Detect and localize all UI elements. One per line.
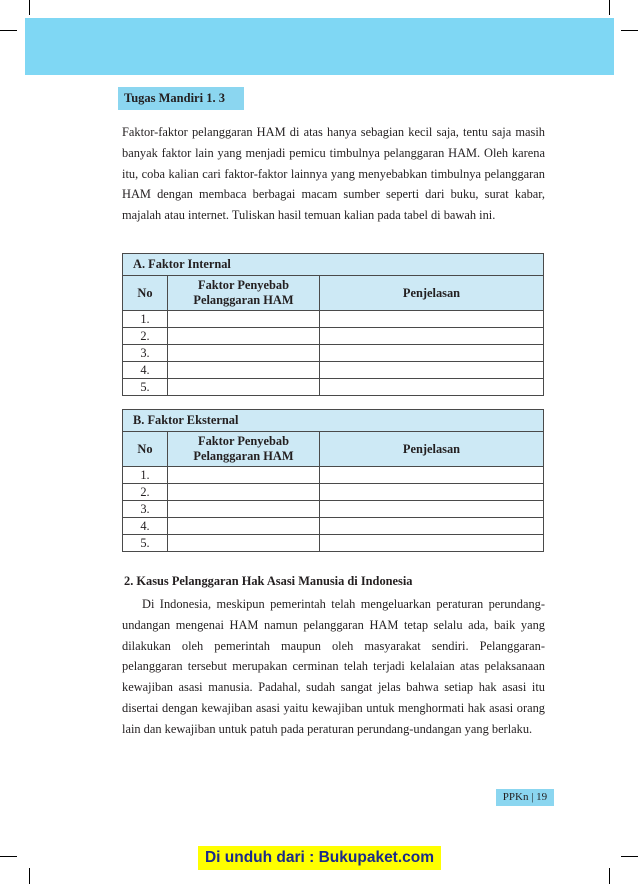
factor-cell[interactable] <box>168 501 320 518</box>
crop-mark <box>609 868 610 884</box>
factor-cell[interactable] <box>168 518 320 535</box>
table-row <box>123 535 544 552</box>
crop-mark <box>0 30 17 31</box>
explanation-cell[interactable] <box>320 311 544 328</box>
column-header-factor: Faktor Penyebab Pelanggaran HAM <box>168 276 320 311</box>
section-paragraph: Di Indonesia, meskipun pemerintah telah mengeluarkan peraturan perundang-undangan mengenai HAM namun pelanggaran HAM tetap selalu ada, baik yang dilakukan oleh pemerintah maupun oleh masyarakat sendiri. Pelanggaran-pelanggaran tersebut merupakan cerminan telah terjadi kelalaian atas pelaksanaan kewajiban asasi manusia. Padahal, sudah sangat jelas bahwa setiap hak asasi itu disertai dengan kewajiban asasi yaitu kewajiban untuk menghormati hak asasi orang lain dan kewajiban untuk patuh pada peraturan perundang-undangan yang berlaku. <box>122 597 545 736</box>
column-header-no: No <box>123 432 168 467</box>
factor-cell[interactable] <box>168 362 320 379</box>
section-heading: 2. Kasus Pelanggaran Hak Asasi Manusia di Indonesia <box>124 574 413 588</box>
external-factors-table <box>122 409 544 552</box>
row-number: 5. <box>123 379 168 396</box>
row-number: 3. <box>123 501 168 518</box>
row-number: 4. <box>123 362 168 379</box>
column-header-explanation: Penjelasan <box>320 276 544 311</box>
crop-mark <box>29 0 30 15</box>
crop-mark <box>0 856 17 857</box>
row-number: 2. <box>123 484 168 501</box>
table-row <box>123 467 544 484</box>
table-row <box>123 501 544 518</box>
table-row <box>123 328 544 345</box>
crop-mark <box>621 30 638 31</box>
explanation-cell[interactable] <box>320 518 544 535</box>
intro-paragraph: Faktor-faktor pelanggaran HAM di atas hanya sebagian kecil saja, tentu saja masih banyak faktor lain yang menjadi pemicu timbulnya pelanggaran HAM. Oleh karena itu, coba kalian cari faktor-faktor lainnya yang menyebabkan timbulnya pelanggaran HAM dengan membaca berbagai macam sumber seperti dari buku, surat kabar, majalah atau internet. Tuliskan hasil temuan kalian pada tabel di bawah ini. <box>122 125 545 223</box>
table-row <box>123 484 544 501</box>
factor-cell[interactable] <box>168 467 320 484</box>
factor-cell[interactable] <box>168 535 320 552</box>
table-section-title: A. Faktor Internal <box>123 254 544 276</box>
column-header-explanation: Penjelasan <box>320 432 544 467</box>
table-row <box>123 345 544 362</box>
explanation-cell[interactable] <box>320 379 544 396</box>
row-number: 1. <box>123 467 168 484</box>
explanation-cell[interactable] <box>320 535 544 552</box>
explanation-cell[interactable] <box>320 345 544 362</box>
explanation-cell[interactable] <box>320 467 544 484</box>
row-number: 4. <box>123 518 168 535</box>
table-section-title: B. Faktor Eksternal <box>123 410 544 432</box>
factor-cell[interactable] <box>168 379 320 396</box>
factor-cell[interactable] <box>168 311 320 328</box>
header-band <box>25 18 614 75</box>
crop-mark <box>29 868 30 884</box>
table-row <box>123 362 544 379</box>
factor-cell[interactable] <box>168 484 320 501</box>
column-header-no: No <box>123 276 168 311</box>
explanation-cell[interactable] <box>320 501 544 518</box>
table-row <box>123 379 544 396</box>
row-number: 5. <box>123 535 168 552</box>
column-header-factor: Faktor Penyebab Pelanggaran HAM <box>168 432 320 467</box>
explanation-cell[interactable] <box>320 328 544 345</box>
task-label: Tugas Mandiri 1. 3 <box>118 87 244 110</box>
factor-cell[interactable] <box>168 328 320 345</box>
page-number-badge: PPKn | 19 <box>496 789 554 806</box>
crop-mark <box>609 0 610 15</box>
explanation-cell[interactable] <box>320 362 544 379</box>
crop-mark <box>621 856 638 857</box>
table-row <box>123 311 544 328</box>
internal-factors-table <box>122 253 544 396</box>
table-row <box>123 518 544 535</box>
explanation-cell[interactable] <box>320 484 544 501</box>
row-number: 2. <box>123 328 168 345</box>
factor-cell[interactable] <box>168 345 320 362</box>
download-source-banner[interactable]: Di unduh dari : Bukupaket.com <box>198 846 441 870</box>
row-number: 3. <box>123 345 168 362</box>
row-number: 1. <box>123 311 168 328</box>
